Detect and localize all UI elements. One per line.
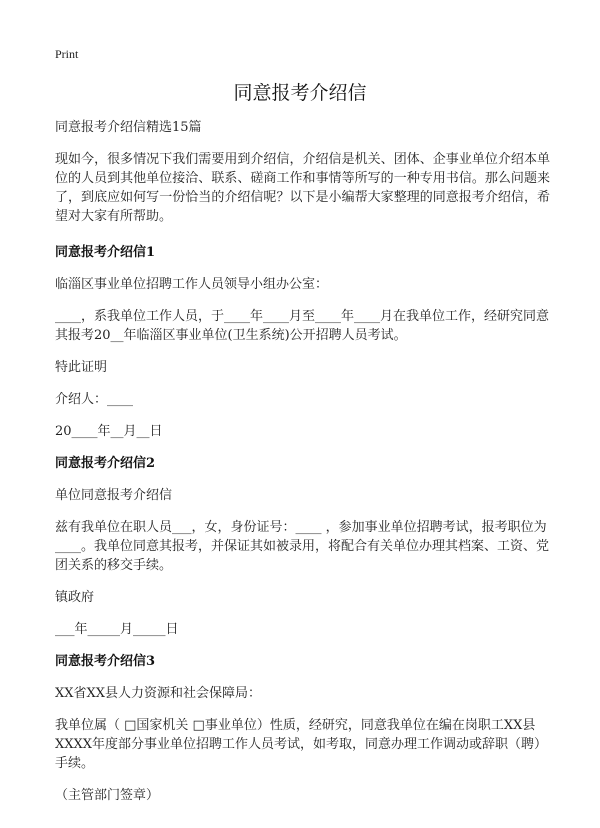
page-title: 同意报考介绍信 bbox=[233, 82, 367, 104]
article-subtitle: 同意报考介绍信精选15篇 bbox=[55, 120, 202, 135]
letter2-title: 单位同意报考介绍信 bbox=[55, 488, 173, 503]
letter2-signer: 镇政府 bbox=[55, 590, 95, 605]
letter1-addressee: 临淄区事业单位招聘工作人员领导小组办公室： bbox=[55, 277, 329, 292]
letter1-body: ____，系我单位工作人员，于____年____月至____年____月在我单位工作，经研究同意其报考20__年临淄区事业单位(卫生系统)公开招聘人员考试。 bbox=[55, 309, 550, 343]
intro-paragraph: 现如今，很多情况下我们需要用到介绍信，介绍信是机关、团体、企事业单位介绍本单位的人员到其他单位接洽、联系、磋商工作和事情等所写的一种专用书信。那么问题来了，到底应如何写一份恰当的介绍信呢？以下是小编帮大家整理的同意报考介绍信，希望对大家有所帮助。 bbox=[55, 152, 550, 224]
letter3-addressee: XX省XX县人力资源和社会保障局： bbox=[55, 686, 262, 701]
letter3-body: 我单位属（ □国家机关 □事业单位）性质，经研究，同意我单位在编在岗职工XX县XXXX年度部分事业单位招聘工作人员考试，如考取，同意办理工作调动或辞职（聘）手续。 bbox=[55, 718, 548, 771]
letter1-heading: 同意报考介绍信1 bbox=[55, 245, 156, 260]
letter3-stamp: （主管部门签章） bbox=[55, 788, 160, 803]
letter2-body: 兹有我单位在职人员___，女，身份证号：____ ，参加事业单位招聘考试，报考职位为 ____。我单位同意其报考，并保证其如被录用，将配合有关单位办理其档案、工资、党团关系的移交手续。 bbox=[55, 520, 550, 573]
print-link[interactable]: Print bbox=[55, 47, 79, 61]
letter1-introducer: 介绍人：____ bbox=[55, 392, 134, 407]
letter1-date: 20____年__月__日 bbox=[55, 424, 163, 439]
article-body bbox=[55, 118, 550, 818]
letter3-heading: 同意报考介绍信3 bbox=[55, 654, 156, 669]
letter2-date: ___年_____月_____日 bbox=[55, 622, 179, 637]
letter2-heading: 同意报考介绍信2 bbox=[55, 456, 156, 471]
letter1-certify: 特此证明 bbox=[55, 360, 108, 375]
